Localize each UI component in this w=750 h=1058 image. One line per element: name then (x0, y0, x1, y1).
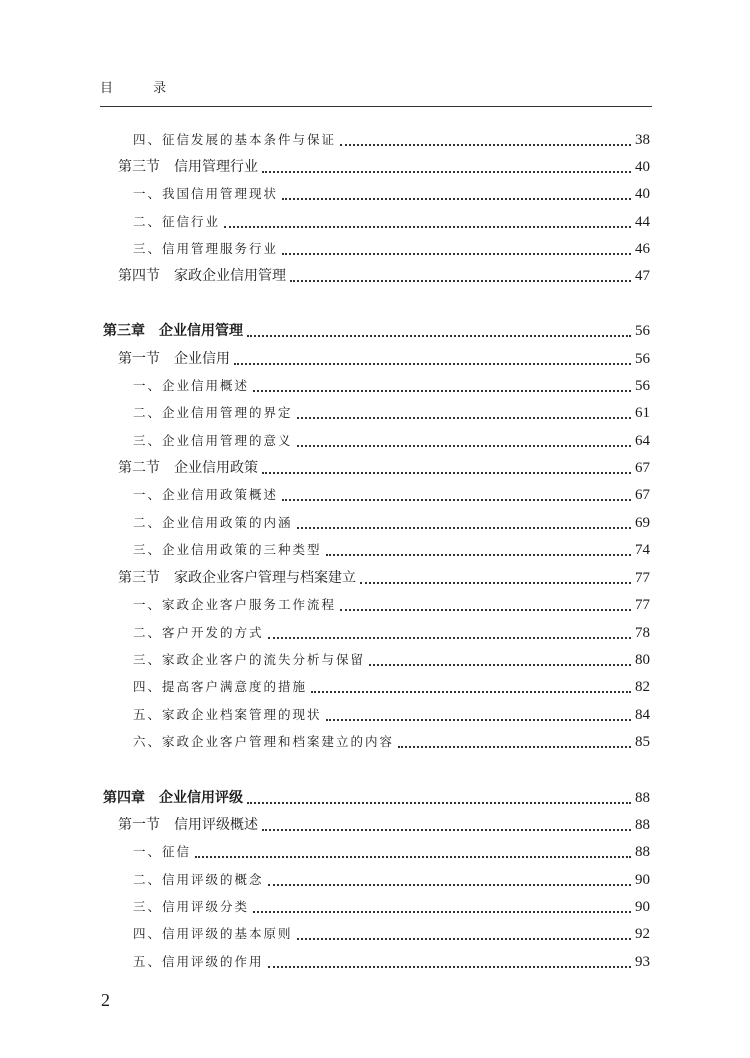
dot-leader (297, 938, 631, 940)
toc-entry-item[interactable] (133, 182, 650, 206)
toc-entry-title: 五、信用评级的作用 (133, 954, 264, 969)
dot-leader (282, 198, 631, 200)
toc-entry-item[interactable] (133, 840, 650, 864)
toc-entry-page: 85 (635, 734, 650, 750)
toc-entry-page: 46 (635, 241, 650, 257)
toc-entry-section[interactable] (118, 813, 650, 837)
toc-entry-page: 74 (635, 542, 650, 558)
toc-entry-item[interactable] (133, 730, 650, 754)
dot-leader (297, 417, 631, 419)
dot-leader (234, 363, 631, 365)
toc-entry-page: 56 (635, 323, 650, 339)
toc-entry-page: 90 (635, 899, 650, 915)
toc-entry-title: 一、企业信用概述 (133, 378, 250, 393)
toc-entry-chapter[interactable] (103, 786, 650, 810)
dot-leader (340, 609, 631, 611)
toc-entry-page: 44 (635, 214, 650, 230)
dot-leader (326, 554, 631, 556)
dot-leader (282, 499, 631, 501)
toc-entry-title: 第一节 企业信用 (118, 351, 230, 367)
toc-entry-title: 二、企业信用政策的内涵 (133, 515, 293, 530)
toc-entry-title: 三、企业信用政策的三种类型 (133, 542, 322, 557)
toc-entry-title: 二、客户开发的方式 (133, 625, 264, 640)
toc-entry-page: 56 (635, 351, 650, 367)
toc-entry-title: 一、我国信用管理现状 (133, 186, 279, 201)
toc-entry-page: 82 (635, 679, 650, 695)
toc-entry-title: 第二节 企业信用政策 (118, 460, 258, 476)
toc-entry-page: 56 (635, 378, 650, 394)
toc-entry-item[interactable] (133, 511, 650, 535)
toc-entry-item[interactable] (133, 648, 650, 672)
toc-entry-title: 第三节 家政企业客户管理与档案建立 (118, 570, 356, 586)
toc-entry-page: 92 (635, 926, 650, 942)
toc-entry-title: 三、企业信用管理的意义 (133, 433, 293, 448)
toc-entry-item[interactable] (133, 895, 650, 919)
toc-entry-page: 77 (635, 597, 650, 613)
dot-leader (195, 856, 631, 858)
toc-entry-page: 40 (635, 159, 650, 175)
toc-entry-section[interactable] (118, 456, 650, 480)
toc-entry-page: 64 (635, 433, 650, 449)
dot-leader (311, 691, 631, 693)
toc-entry-page: 88 (635, 844, 650, 860)
running-header (100, 80, 652, 107)
toc-entry-page: 78 (635, 625, 650, 641)
toc-entry-page: 67 (635, 460, 650, 476)
dot-leader (247, 335, 631, 337)
toc-entry-title: 三、信用管理服务行业 (133, 241, 279, 256)
toc-entry-page: 61 (635, 405, 650, 421)
toc-entry-item[interactable] (133, 429, 650, 453)
dot-leader (282, 253, 631, 255)
toc-entry-page: 80 (635, 652, 650, 668)
toc-entry-title: 六、家政企业客户管理和档案建立的内容 (133, 734, 395, 749)
dot-leader (253, 911, 631, 913)
dot-leader (224, 226, 631, 228)
dot-leader (262, 472, 631, 474)
toc-entry-item[interactable] (133, 538, 650, 562)
toc-entry-item[interactable] (133, 237, 650, 261)
page-number: 2 (101, 990, 110, 1010)
toc-entry-page: 38 (635, 132, 650, 148)
toc-entry-section[interactable] (118, 264, 650, 288)
dot-leader (340, 144, 631, 146)
toc-entry-page: 67 (635, 487, 650, 503)
toc-entry-page: 47 (635, 268, 650, 284)
toc-entry-title: 三、信用评级分类 (133, 899, 250, 914)
toc-entry-section[interactable] (118, 155, 650, 179)
dot-leader (268, 884, 631, 886)
dot-leader (262, 829, 631, 831)
toc-entry-page: 88 (635, 790, 650, 806)
toc-entry-title: 一、企业信用政策概述 (133, 487, 279, 502)
toc-entry-page: 90 (635, 872, 650, 888)
toc-entry-title: 四、提高客户满意度的措施 (133, 679, 308, 694)
toc-entry-item[interactable] (133, 401, 650, 425)
toc-entry-title: 二、征信行业 (133, 214, 221, 229)
toc-entry-title: 二、企业信用管理的界定 (133, 405, 293, 420)
dot-leader (297, 527, 631, 529)
toc-entry-title: 一、家政企业客户服务工作流程 (133, 597, 337, 612)
dot-leader (253, 390, 631, 392)
toc-entry-title: 一、征信 (133, 844, 192, 859)
toc-entry-title: 第四节 家政企业信用管理 (118, 268, 286, 284)
dot-leader (360, 582, 631, 584)
dot-leader (290, 280, 631, 282)
toc-entry-section[interactable] (118, 347, 650, 371)
toc-entry-title: 第四章 企业信用评级 (103, 790, 243, 806)
header-label: 目 录 (100, 81, 185, 96)
toc-entry-title: 三、家政企业客户的流失分析与保留 (133, 652, 366, 667)
toc-entry-page: 88 (635, 817, 650, 833)
toc-entry-item[interactable] (133, 128, 650, 152)
toc-entry-item[interactable] (133, 374, 650, 398)
toc-entry-item[interactable] (133, 621, 650, 645)
toc-entry-title: 第三章 企业信用管理 (103, 323, 243, 339)
toc-entry-title: 五、家政企业档案管理的现状 (133, 707, 322, 722)
dot-leader (369, 664, 631, 666)
toc-entry-title: 第一节 信用评级概述 (118, 817, 258, 833)
dot-leader (268, 966, 631, 968)
toc-entry-title: 四、征信发展的基本条件与保证 (133, 132, 337, 147)
dot-leader (326, 719, 631, 721)
dot-leader (262, 171, 631, 173)
toc-entry-page: 84 (635, 707, 650, 723)
toc-entry-item[interactable] (133, 483, 650, 507)
toc-entry-title: 二、信用评级的概念 (133, 872, 264, 887)
toc-entry-page: 40 (635, 186, 650, 202)
dot-leader (398, 746, 631, 748)
toc-entry-title: 四、信用评级的基本原则 (133, 926, 293, 941)
toc-entry-chapter[interactable] (103, 319, 650, 343)
toc-entry-item[interactable] (133, 593, 650, 617)
toc-entry-item[interactable] (133, 922, 650, 946)
toc-entry-item[interactable] (133, 868, 650, 892)
toc-entry-item[interactable] (133, 210, 650, 234)
toc-entry-title: 第三节 信用管理行业 (118, 159, 258, 175)
toc-entry-item[interactable] (133, 675, 650, 699)
toc-entry-page: 93 (635, 954, 650, 970)
toc-entry-section[interactable] (118, 566, 650, 590)
dot-leader (268, 637, 631, 639)
toc-entry-item[interactable] (133, 703, 650, 727)
dot-leader (247, 802, 631, 804)
dot-leader (297, 445, 631, 447)
toc-entry-page: 69 (635, 515, 650, 531)
toc-entry-page: 77 (635, 570, 650, 586)
toc-entry-item[interactable] (133, 950, 650, 974)
